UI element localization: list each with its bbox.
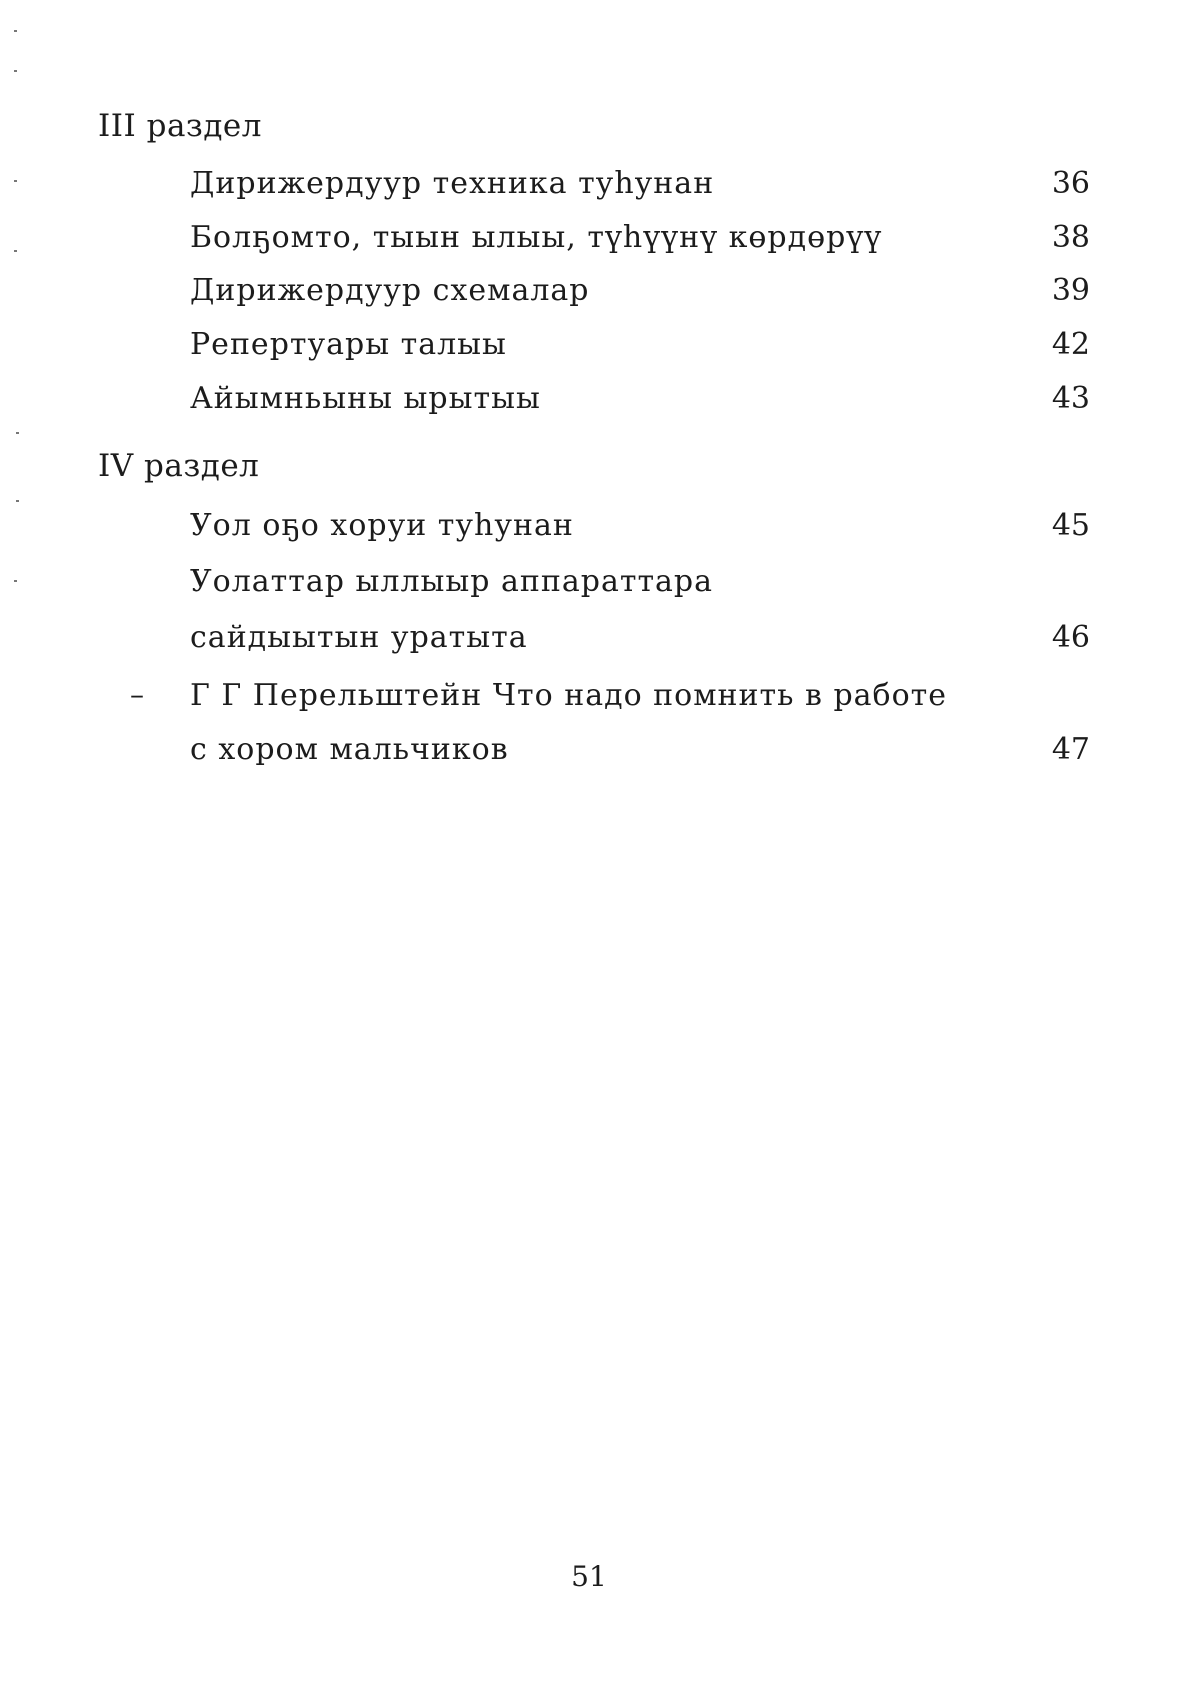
scan-speck (16, 432, 19, 434)
toc-entry-page: 45 (1051, 508, 1090, 543)
scan-speck (14, 180, 17, 182)
toc-entry-page: 43 (1051, 381, 1090, 416)
toc-entry-title-line-1: Г Г Перельштейн Что надо помнить в работе (190, 678, 948, 713)
section-label: раздел (144, 448, 260, 484)
toc-entry-title: Айымньыны ырытыы (190, 381, 541, 416)
scan-speck (14, 70, 17, 72)
toc-entry-page: 47 (1051, 732, 1090, 767)
toc-entry-title-line-1: Уолаттар ыллыыр аппараттара (190, 564, 714, 599)
section-heading-3 (98, 108, 262, 144)
scan-speck (14, 580, 17, 582)
page-number: 51 (571, 1560, 607, 1593)
margin-dash-mark: – (130, 678, 144, 711)
toc-entry-page: 42 (1051, 327, 1090, 362)
toc-entry-page: 36 (1051, 166, 1090, 201)
toc-entry-page: 39 (1051, 273, 1090, 308)
scan-speck (14, 250, 17, 252)
toc-entry-title-line-2: с хором мальчиков (190, 732, 509, 767)
scan-speck (14, 30, 17, 32)
toc-entry-page: 38 (1051, 220, 1090, 255)
toc-entry-title-line-2: сайдыытын уратыта (190, 620, 528, 655)
section-heading-4 (98, 448, 259, 484)
section-numeral: III (98, 108, 137, 144)
toc-entry-title: Дирижердуур техника туһунан (190, 166, 715, 201)
section-label: раздел (146, 108, 262, 144)
section-numeral: IV (98, 448, 134, 484)
toc-entry-page: 46 (1051, 620, 1090, 655)
toc-entry-title: Репертуары талыы (190, 327, 507, 362)
toc-entry-title: Дирижердуур схемалар (190, 273, 590, 308)
toc-entry-title: Уол оҕо хоруи туһунан (190, 508, 574, 543)
toc-entry-title: Болҕомто, тыын ылыы, түһүүнү көрдөрүү (190, 220, 883, 255)
scan-speck (16, 500, 19, 502)
